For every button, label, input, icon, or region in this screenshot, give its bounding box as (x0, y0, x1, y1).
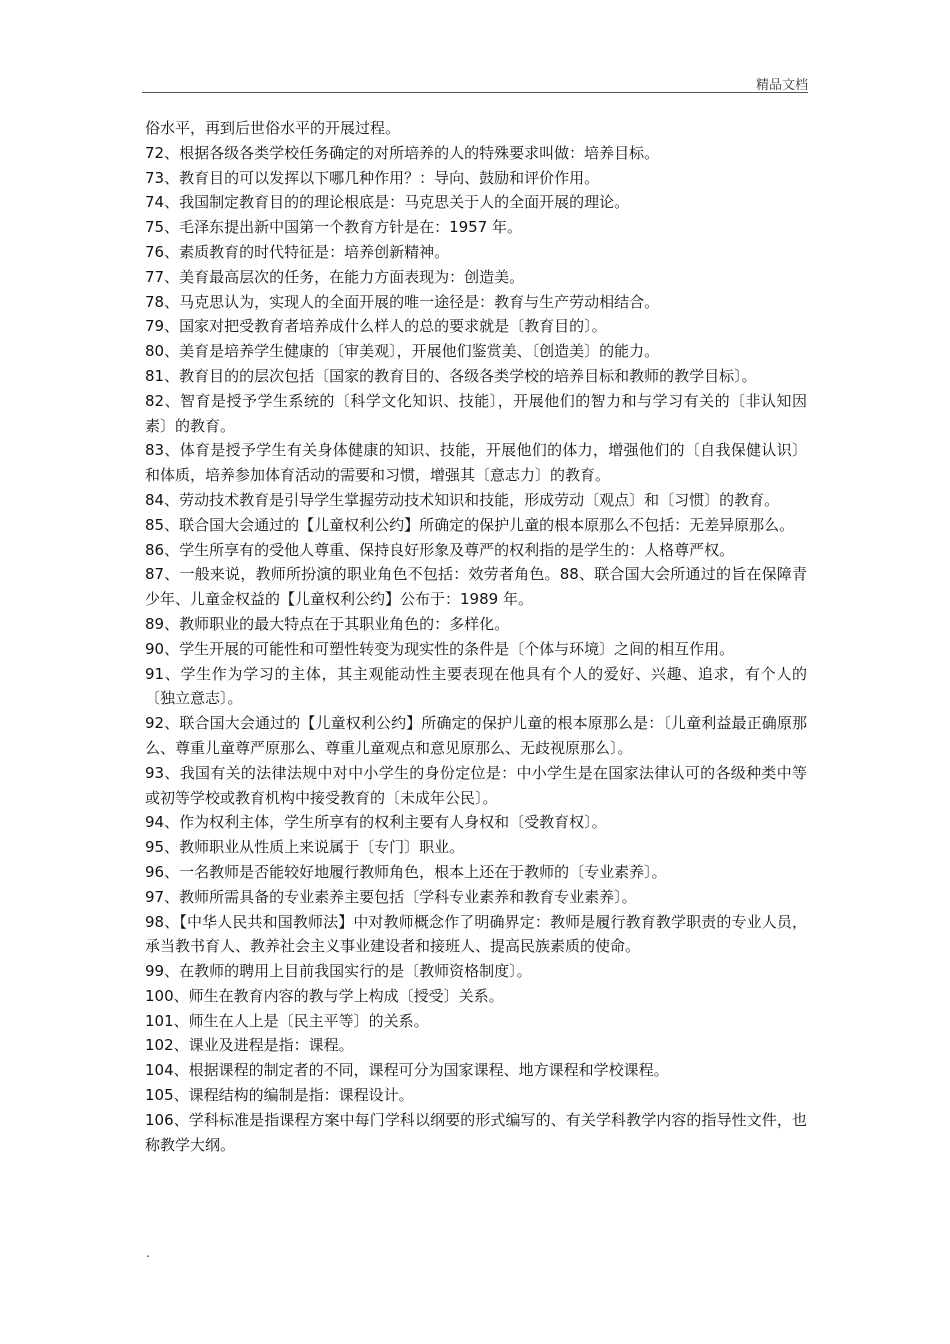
paragraph: 94、作为权利主体，学生所享有的权利主要有人身权和〔受教育权〕。 (145, 813, 607, 832)
paragraph: 81、教育目的的层次包括〔国家的教育目的、各级各类学校的培养目标和教师的教学目标〕。 (145, 366, 757, 385)
paragraph: 76、素质教育的时代特征是：培养创新精神。 (145, 242, 450, 261)
paragraph: 73、教育目的可以发挥以下哪几种作用？：导向、鼓励和评价作用。 (145, 168, 600, 187)
paragraph: 79、国家对把受教育者培养成什么样人的总的要求就是〔教育目的〕。 (145, 317, 607, 336)
paragraph: 90、学生开展的可能性和可塑性转变为现实性的条件是〔个体与环境〕之间的相互作用。 (145, 639, 735, 658)
paragraph: 102、课业及进程是指：课程。 (145, 1036, 354, 1055)
paragraph: 俗水平，再到后世俗水平的开展过程。 (145, 119, 401, 137)
header-divider (142, 92, 808, 93)
paragraph: 77、美育最高层次的任务，在能力方面表现为：创造美。 (145, 267, 525, 286)
paragraph: 100、师生在教育内容的教与学上构成〔授受〕关系。 (145, 986, 504, 1005)
header-title: 精品文档 (755, 78, 808, 93)
paragraph: 85、联合国大会通过的【儿童权利公约】所确定的保护儿童的根本原那么不包括：无差异原那么。 (145, 515, 795, 534)
paragraph: 72、根据各级各类学校任务确定的对所培养的人的特殊要求叫做：培养目标。 (145, 143, 660, 162)
paragraph: 87、一般来说，教师所扮演的职业角色不包括：效劳者角色。88、联合国大会所通过的旨在保障青少年、儿童金权益的【儿童权利公约】公布于：1989 年。 (145, 565, 807, 609)
paragraph: 97、教师所需具备的专业素养主要包括〔学科专业素养和教育专业素养〕。 (145, 887, 637, 906)
paragraph: 74、我国制定教育目的的理论根底是：马克思关于人的全面开展的理论。 (145, 193, 630, 212)
paragraph: 95、教师职业从性质上来说属于〔专门〕职业。 (145, 838, 465, 857)
footer-mark: . (146, 1246, 150, 1260)
paragraph: 104、根据课程的制定者的不同，课程可分为国家课程、地方课程和学校课程。 (145, 1061, 669, 1080)
paragraph: 91、学生作为学习的主体，其主观能动性主要表现在他具有个人的爱好、兴趣、追求，有个人的〔独立意志〕。 (145, 664, 807, 708)
paragraph: 83、体育是授予学生有关身体健康的知识、技能，开展他们的体力，增强他们的〔自我保健认识〕和体质，培养参加体育活动的需要和习惯，增强其〔意志力〕的教育。 (145, 441, 807, 485)
paragraph: 105、课程结构的编制是指：课程设计。 (145, 1086, 414, 1105)
paragraph: 80、美育是培养学生健康的〔审美观〕，开展他们鉴赏美、〔创造美〕的能力。 (145, 342, 660, 361)
paragraph: 84、劳动技术教育是引导学生掌握劳动技术知识和技能，形成劳动〔观点〕和〔习惯〕的教育。 (145, 490, 780, 509)
document-body (145, 116, 807, 1157)
paragraph: 78、马克思认为，实现人的全面开展的唯一途径是：教育与生产劳动相结合。 (145, 292, 660, 311)
paragraph: 106、学科标准是指课程方案中每门学科以纲要的形式编写的、有关学科教学内容的指导性文件，也称教学大纲。 (145, 1110, 807, 1154)
paragraph: 75、毛泽东提出新中国第一个教育方针是在：1957 年。 (145, 218, 523, 237)
paragraph: 92、联合国大会通过的【儿童权利公约】所确定的保护儿童的根本原那么是：〔儿童利益最正确原那么、尊重儿童尊严原那么、尊重儿童观点和意见原那么、无歧视原那么〕。 (145, 714, 807, 757)
paragraph: 86、学生所享有的受他人尊重、保持良好形象及尊严的权利指的是学生的：人格尊严权。 (145, 540, 735, 559)
paragraph: 99、在教师的聘用上目前我国实行的是〔教师资格制度〕。 (145, 962, 532, 981)
paragraph: 96、一名教师是否能较好地履行教师角色，根本上还在于教师的〔专业素养〕。 (145, 862, 667, 881)
paragraph: 101、师生在人上是〔民主平等〕的关系。 (145, 1011, 429, 1030)
paragraph: 93、我国有关的法律法规中对中小学生的身份定位是：中小学生是在国家法律认可的各级种类中等或初等学校或教育机构中接受教育的〔未成年公民〕。 (145, 763, 807, 807)
paragraph: 82、智育是授予学生系统的〔科学文化知识、技能〕，开展他们的智力和与学习有关的〔非认知因素〕的教育。 (145, 391, 807, 435)
paragraph: 98、【中华人民共和国教师法】中对教师概念作了明确界定：教师是履行教育教学职责的专业人员，承当教书育人、教养社会主义事业建设者和接班人、提高民族素质的使命。 (145, 912, 807, 956)
paragraph: 89、教师职业的最大特点在于其职业角色的：多样化。 (145, 614, 510, 633)
